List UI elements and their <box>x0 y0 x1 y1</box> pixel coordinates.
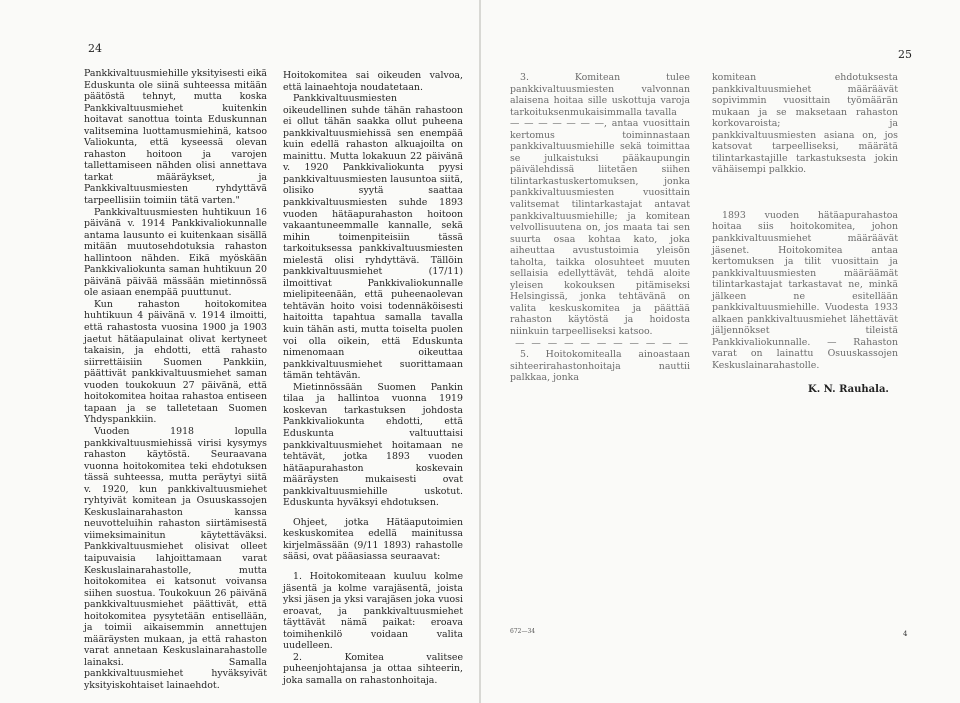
paragraph: Mietinnössään Suomen Pankin tilaa ja hallintoa vuonna 1919 koskevan tarkastuksen johdosta Pankkivaliokunta ehdotti, että Eduskunta valtuuttaisi pankkivaltuusmiehet hoitamaan ne tehtävät, jotka 1893 vuoden hätäapurahaston koskevain määräysten mukaisesti ovat pankkivaltuusmiehille uskotut. Eduskunta hyväksyi ehdotuksen. <box>283 381 463 509</box>
paragraph: Hoitokomitea sai oikeuden valvoa, että lainaehtoja noudatetaan. <box>283 70 463 93</box>
paragraph: Vuoden 1918 lopulla pankkivaltuusmiehissä virisi kysymys rahaston käytöstä. Seuraavana vuonna hoitokomitea teki ehdotuksen tässä suhteessa, mutta peräytyi siitä v. 1920, kun pankkivaltuusmiehet ryhtyivät komitean ja Osuuskassojen Keskuslainarahaston kanssa neuvotteluihin rahaston siirtämisestä viimeksimainitun käytettäväksi. Pankkivaltuusmiehet olisivat olleet taipuvaisia lahjoittamaan varat Keskuslainarahastolle, mutta hoitokomitea ei katsonut voivansa siihen suostua. Toukokuun 26 päivänä pankkivaltuusmiehet päättivät, että hoitokomitea pysytetään entisellään, ja toimii aikaisemmin annettujen määräysten mukaan, ja että rahaston varat annetaan Keskuslainarahastolle lainaksi. Samalla pankkivaltuusmiehet hyväksyivät yksityiskohtaiset lainaehdot. <box>84 425 267 691</box>
left-page-column-2 <box>283 70 463 686</box>
paragraph: Ohjeet, jotka Hätäaputoimien keskuskomitea edellä mainitussa kirjelmässään (9/11 1893) rahastolle sääsi, ovat pääasiassa seuraavat: <box>283 516 463 563</box>
list-item: 2. Komitea valitsee puheenjohtajansa ja ottaa sihteerin, joka samalla on rahastonhoitaja. <box>283 651 463 686</box>
page-number-left: 24 <box>88 42 102 55</box>
paragraph: Pankkivaltuusmiesten huhtikuun 16 päivänä v. 1914 Pankkivaliokunnalle antama lausunto ei kuitenkaan sisällä mitään muutosehdotuksia rahaston hallintoon nähden. Eikä myöskään Pankkivaliokunta saman huhtikuun 20 päivänä päivää mässään mietinnössä ole asiaan enempää puuttunut. <box>84 206 267 299</box>
list-item: 1. Hoitokomiteaan kuuluu kolme jäsentä ja kolme varajäsentä, joista yksi jäsen ja yksi varajäsen joka vuosi eroavat, ja pankkivaltuusmiehet täyttävät nämä paikat: eroava toimihenkilö voidaan valita uudelleen. <box>283 570 463 652</box>
signature-mark: 4 <box>903 630 908 638</box>
page-gutter <box>479 0 481 703</box>
paragraph: — — — — — — —, antaa vuosittain kertomus toiminnastaan pankkivaltuusmiehille sekä toimittaa se julkaistuksi pääkaupungin päivälehdissä liitetäen siihen tilintarkastuskertomuksen, jonka pankkivaltuusmiesten vuosittain valitsemat tilintarkastajat antavat pankkivaltuusmiehille; ja komitean velvollisuutena on, jos maata tai sen suurta osaa kohtaa kato, joka aiheuttaa avustustoimia yleisön taholta, taikka olosuhteet muuten sellaisia edellyttävät, tehdä aloite yleisen kokouksen pitämiseksi Helsingissä, jonka tehtävänä on valita keskuskomitea ja päättää rahaston käytöstä ja hoidosta niinkuin tarpeelliseksi katsoo. <box>510 118 690 338</box>
right-page-column-2 <box>712 72 898 372</box>
page-number-right: 25 <box>898 48 912 61</box>
ellipsis-dashes: — — — — — — — — — — — <box>515 337 690 349</box>
paragraph: 1893 vuoden hätäapurahastoa hoitaa siis hoitokomitea, johon pankkivaltuusmiehet määräävät jäsenet. Hoitokomitea antaa kertomuksen ja tilit vuosittain ja pankkivaltuusmiesten määräämät tilintarkastajat tarkastavat ne, minkä jälkeen ne esitellään pankkivaltuusmiehille. Vuodesta 1933 alkaen pankkivaltuusmiehet lähettävät jäljennökset tileistä Pankkivaliokunnalle. — Rahaston varat on lainattu Osuuskassojen Keskuslainarahastolle. <box>712 209 898 372</box>
paragraph: Pankkivaltuusmiehille yksityisesti eikä Eduskunta ole siinä suhteessa mitään päätöstä tehnyt, mutta koska Pankkivaltuusmiehet kuitenkin hoitavat sanottua tointa Eduskunnan valitsemina luottamusmiehinä, katsoo Valiokunta, että kyseessä olevan rahaston hoitoon ja varojen tallettamiseen nähden olisi annettava tarkat määräykset, ja Pankkivaltuusmiesten ryhdyttävä tarpeellisiin toimiin tätä varten." <box>84 68 267 207</box>
left-page-column-1 <box>84 68 267 692</box>
paragraph: Kun rahaston hoitokomitea huhtikuun 4 päivänä v. 1914 ilmoitti, että rahastosta vuosina 1900 ja 1903 jaetut hätäapulainat olivat kertyneet takaisin, ja ehdotti, että rahasto siirrettäisiin Suomen Pankkiin, päättivät pankkivaltuusmiehet saman vuoden toukokuun 27 päivänä, että hoitokomitea hoitaa rahastoa entiseen tapaan ja se talletetaan Suomen Yhdyspankkiin. <box>84 298 267 426</box>
list-item: 5. Hoitokomitealla ainoastaan sihteerirahastonhoitaja nauttii palkkaa, jonka <box>510 349 690 384</box>
printer-code: 672—34 <box>510 628 536 635</box>
paragraph: Pankkivaltuusmiesten oikeudellinen suhde tähän rahastoon ei ollut tähän saakka ollut puheena pankkivaltuusmiehissä sen enempää kuin edellä rahaston alkuajoilta on mainittu. Mutta lokakuun 22 päivänä v. 1920 Pankkivaliokunta pyysi pankkivaltuusmiesten lausuntoa siitä, olisiko syytä saattaa pankkivaltuusmiesten suhde 1893 vuoden hätäapurahaston hoitoon vakaantuneemmalle kannalle, sekä mihin toimenpiteisiin tässä tarkoituksessa pankkivaltuusmiesten mielestä olisi ryhdyttävä. Tällöin pankkivaltuusmiehet (17/11) ilmoittivat Pankkivaliokunnalle mielipiteenään, että puheenaolevan tehtävän hoito voisi todennäköisesti haitoitta tapahtua samalla tavalla kuin tähän asti, mutta toiselta puolen voi olla oikein, että Eduskunta nimenomaan oikeuttaa pankkivaltuusmiehet suorittamaan tämän tehtävän. <box>283 93 463 382</box>
right-page-column-1 <box>510 72 690 384</box>
signature: K. N. Rauhala. <box>808 384 889 395</box>
list-item: 3. Komitean tulee pankkivaltuusmiesten valvonnan alaisena hoitaa sille uskottuja varoja tarkoituksenmukaisimmalla tavalla <box>510 72 690 118</box>
paragraph: komitean ehdotuksesta pankkivaltuusmiehet määräävät sopivimmin vuosittain työmäärän mukaan ja se maksetaan rahaston korkovaroista; ja pankkivaltuusmiesten asiana on, jos katsovat tarpeelliseksi, määrätä tilintarkastajille tarkastuksesta jokin vähäisempi palkkio. <box>712 72 898 176</box>
